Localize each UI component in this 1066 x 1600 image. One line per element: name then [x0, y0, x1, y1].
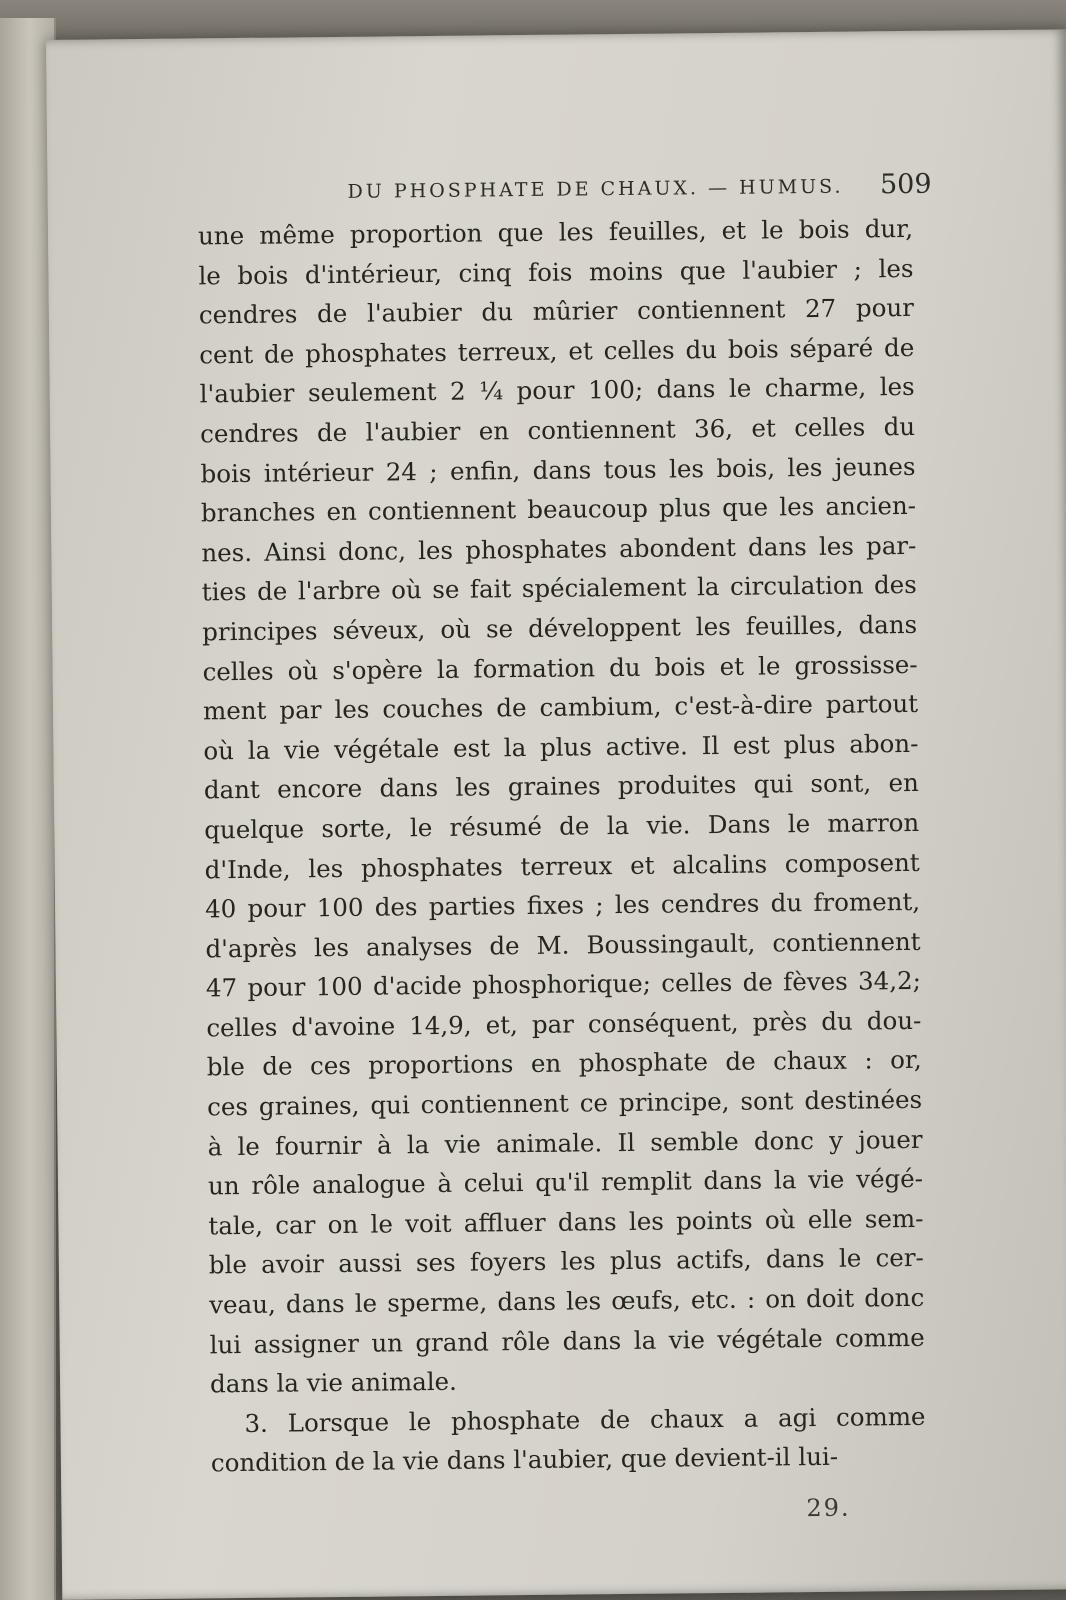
text-line: tale, car on le voit affluer dans les points où elle sem-	[208, 1203, 924, 1241]
text-line: ble de ces proportions en phosphate de chaux : or,	[206, 1045, 922, 1082]
page-header	[307, 169, 947, 216]
text-line: ties de l'arbre où se fait spécialement la circulation des	[201, 570, 917, 607]
text-line: veau, dans le sperme, dans les œufs, etc. : on doit donc	[209, 1282, 925, 1320]
text-line: 47 pour 100 d'acide phosphorique; celles de fèves 34,2;	[205, 966, 922, 1003]
text-line: celles où s'opère la formation du bois et le grossisse-	[202, 649, 918, 686]
text-line: ces graines, qui contiennent ce principe, sont destinées	[207, 1084, 923, 1122]
text-line: dans la vie animale.	[209, 1366, 458, 1399]
signature-mark: 29.	[806, 1493, 851, 1523]
text-line: cendres de l'aubier du mûrier contiennent 27 pour	[198, 293, 915, 330]
text-line: branches en contiennent beaucoup plus que les ancien-	[200, 491, 917, 528]
text-line: bois intérieur 24 ; enfin, dans tous les bois, les jeunes	[200, 451, 916, 488]
text-line: une même proportion que les feuilles, et le bois dur,	[197, 213, 914, 251]
text-line: un rôle analogue à celui qu'il remplit dans la vie végé-	[207, 1164, 924, 1201]
running-title: DU PHOSPHATE DE CHAUX. — HUMUS.	[347, 175, 844, 203]
book-page	[46, 29, 1066, 1600]
text-line: d'Inde, les phosphates terreux et alcalins composent	[204, 847, 920, 884]
body-text	[198, 209, 926, 1483]
text-line: cendres de l'aubier en contiennent 36, et celles du	[199, 411, 916, 449]
text-line: dant encore dans les graines produites qui sont, en	[203, 768, 919, 805]
text-line: lui assigner un grand rôle dans la vie végétale comme	[209, 1322, 925, 1359]
text-line: celles d'avoine 14,9, et, par conséquent, près du dou-	[206, 1005, 922, 1043]
page-number: 509	[879, 168, 932, 201]
paragraph-start-line: 3. Lorsque le phosphate de chaux a agi comme	[244, 1401, 926, 1438]
text-line: principes séveux, où se développent les feuilles, dans	[202, 609, 918, 647]
text-line: où la vie végétale est la plus active. Il est plus abon-	[203, 728, 919, 766]
text-line: condition de la vie dans l'aubier, que devient-il lui-	[210, 1442, 839, 1478]
text-line: cent de phosphates terreux, et celles du bois séparé de	[199, 332, 915, 370]
text-line: l'aubier seulement 2 ¼ pour 100; dans le charme, les	[199, 372, 915, 409]
text-line: le bois d'intérieur, cinq fois moins que l'aubier ; les	[198, 253, 914, 291]
text-line: d'après les analyses de M. Boussingault, contiennent	[205, 926, 921, 964]
text-line: nes. Ainsi donc, les phosphates abondent dans les par-	[201, 530, 917, 568]
text-line: quelque sorte, le résumé de la vie. Dans le marron	[204, 807, 920, 845]
text-line: ment par les couches de cambium, c'est-à-dire partout	[202, 689, 919, 726]
text-line: 40 pour 100 des parties fixes ; les cendres du froment,	[204, 886, 921, 924]
text-line: à le fournir à la vie animale. Il semble donc y jouer	[207, 1124, 923, 1162]
text-line: ble avoir aussi ses foyers les plus actifs, dans le cer-	[208, 1243, 924, 1280]
